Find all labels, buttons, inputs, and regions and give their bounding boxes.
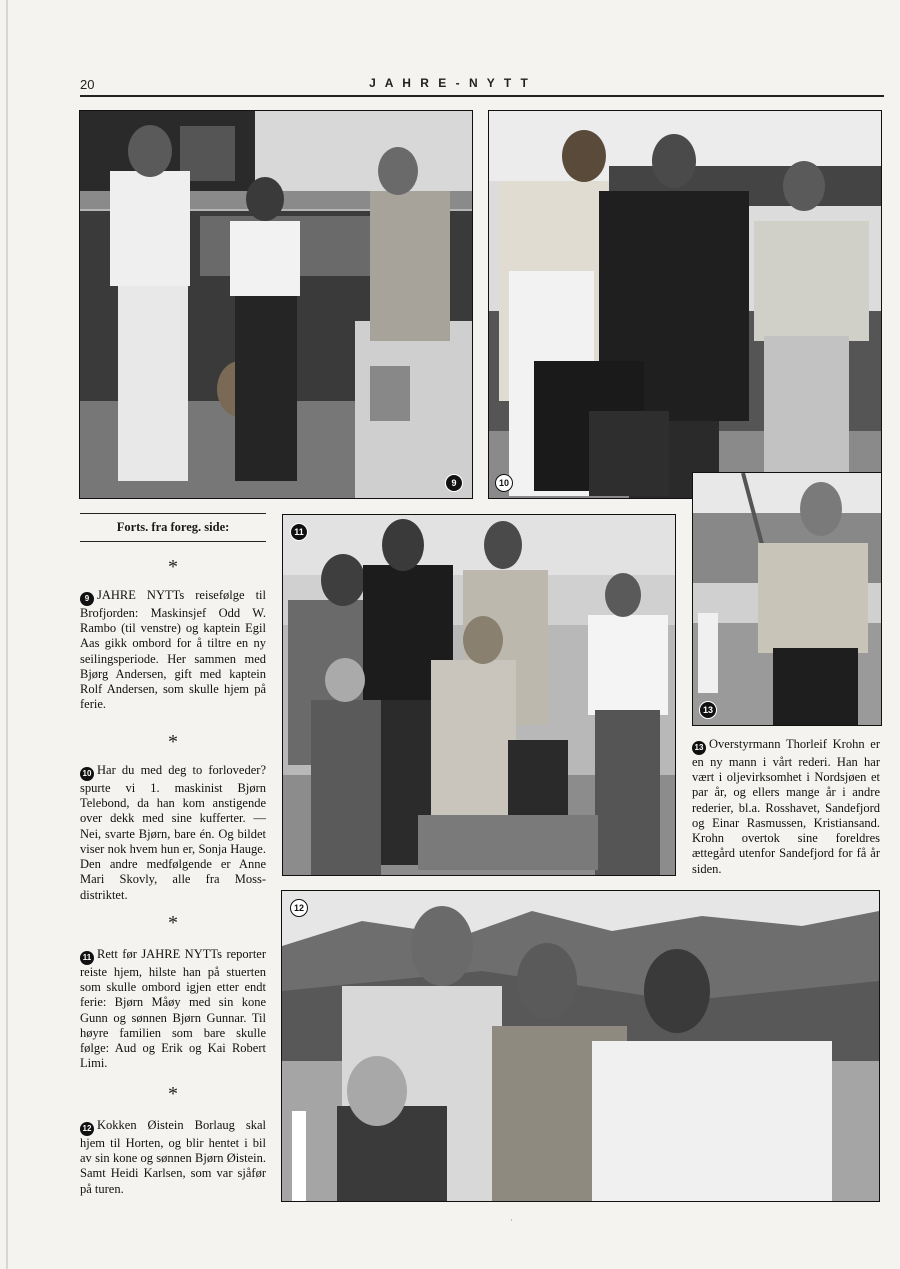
photo-number-badge: 13	[699, 701, 717, 719]
caption-number-badge: 11	[80, 951, 94, 965]
photo-number-badge: 11	[290, 523, 308, 541]
caption-11	[80, 947, 266, 1072]
caption-number-badge: 13	[692, 741, 706, 755]
asterisk-divider: *	[168, 1083, 178, 1105]
caption-text: Kokken Øistein Borlaug skal hjem til Horten, og blir hentet i bil av sin kone og sønnen Bjørn Øistein. Samt Heidi Karlsen, som var sjåfør på turen.	[80, 1118, 266, 1196]
caption-12	[80, 1118, 266, 1197]
caption-10	[80, 763, 266, 903]
running-head: J A H R E - N Y T T	[369, 76, 531, 90]
continued-label: Forts. fra foreg. side:	[116, 520, 230, 534]
caption-text: Har du med deg to forloveder? spurte vi 1. maskinist Bjørn Telebond, da han kom anstigende over dekk med sine kufferter. — Nei, svarte Bjørn, bare én. Og bildet viser nok hvem hun er, Sonja Hauge. Den andre medfølgende er Anne Mari Skovly, alle fra Moss- distriktet.	[80, 763, 266, 902]
photo-11	[282, 514, 676, 876]
header-rule	[80, 95, 884, 97]
asterisk-divider: *	[168, 556, 178, 578]
page-number: 20	[80, 77, 95, 92]
asterisk-divider: *	[168, 912, 178, 934]
caption-number-badge: 10	[80, 767, 94, 781]
caption-text: JAHRE NYTTs reisefølge til Brofjorden: Maskinsjef Odd W. Rambo (til venstre) og kaptein Egil Aas gikk ombord for å tiltre en ny seilingsperiode. Her sammen med Bjørg Andersen, gift med kaptein Rolf Andersen, som skulle hjem på ferie.	[80, 588, 266, 712]
caption-9	[80, 588, 266, 713]
caption-number-badge: 9	[80, 592, 94, 606]
caption-text: Rett før JAHRE NYTTs reporter reiste hjem, hilste han på stuerten som skulle ombord igjen etter endt ferie: Bjørn Måøy med sin kone Gunn og sønnen Bjørn Gunnar. Til høyre familien som bare skulle følge: Aud og Erik og Kai Robert Limi.	[80, 947, 266, 1071]
photo-number-badge: 12	[290, 899, 308, 917]
top-rule	[80, 513, 266, 514]
photo-9	[79, 110, 473, 499]
photo-10	[488, 110, 882, 499]
bottom-rule	[80, 541, 266, 542]
caption-text: Overstyrmann Thorleif Krohn er en ny mann i vårt rederi. Han har vært i oljevirksomhet i Nordsjøen et par år, og ellers mange år i andre rederier, bl.a. Rosshavet, Sandefjord og Einar Rasmussen, Kristiansand. Krohn overtok sine foreldres ættegård utenfor Sandefjord for få år siden.	[692, 737, 880, 876]
scan-mark: ·	[510, 1215, 513, 1225]
asterisk-divider: *	[168, 731, 178, 753]
scan-edge	[6, 0, 8, 1269]
caption-13	[692, 737, 880, 877]
caption-number-badge: 12	[80, 1122, 94, 1136]
photo-13	[692, 472, 882, 726]
photo-12	[281, 890, 880, 1202]
photo-number-badge: 9	[445, 474, 463, 492]
photo-number-badge: 10	[495, 474, 513, 492]
